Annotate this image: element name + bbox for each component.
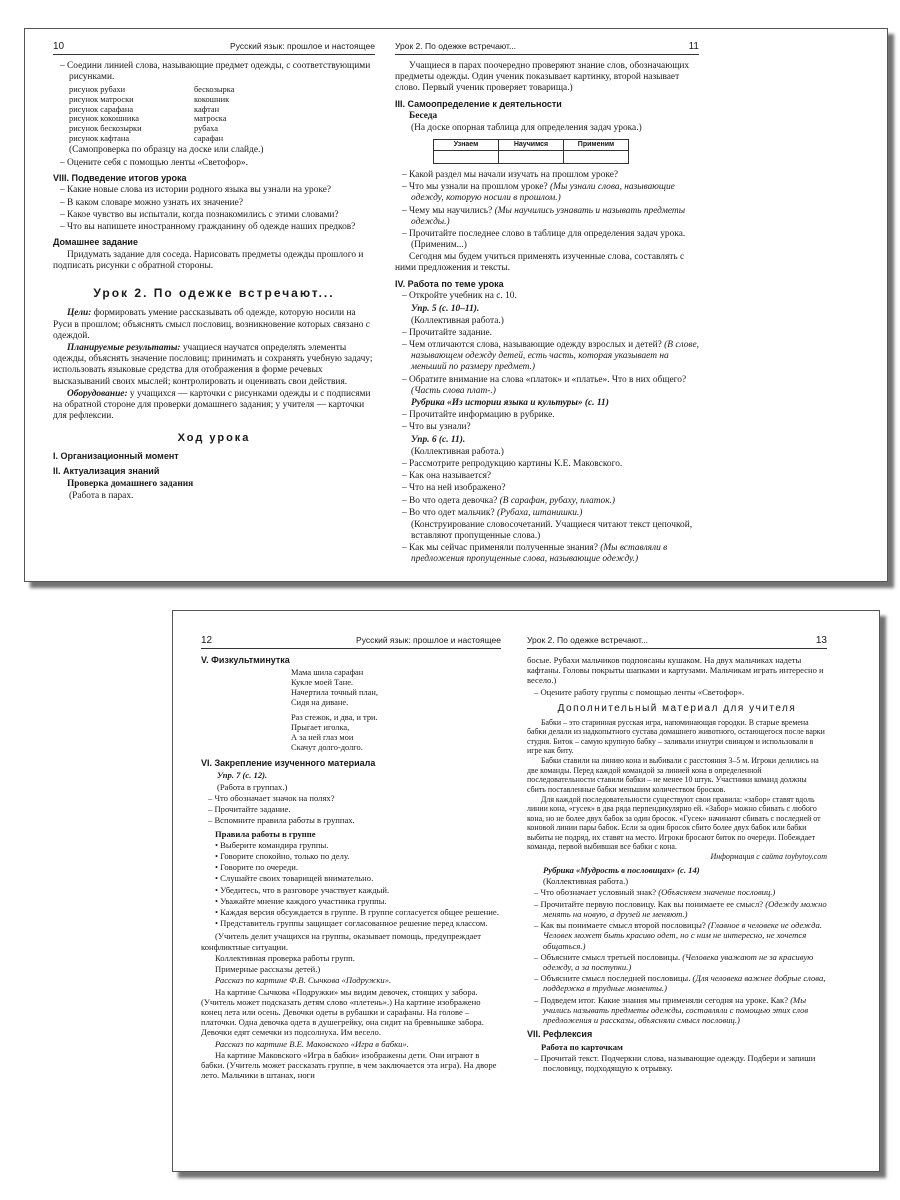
poem-line: Сидя на диване. bbox=[291, 698, 349, 708]
question: – Во что одет мальчик? (Рубаха, штанишки.) bbox=[402, 507, 583, 518]
evaluate-self: – Оцените себя с помощью ленты «Светофор». bbox=[60, 157, 248, 168]
question: – Как она называется? bbox=[402, 471, 492, 482]
equipment-text: у учащихся — карточки с рисунками одежды и с подписями на обратной стороне для проверки домашнего задания; у учителя — карточки для рефлексии. bbox=[53, 388, 371, 422]
extra-text: Для каждой последовательности существуют свои правила: «забор» ставят вдоль линии кона, «гусек» в два ряда перпендикулярно ей. «Забор» можно сбивать с любого кона, но не более двух бабок за один бросок. «Гусек» начинают сбивать с последней от коновой линии пары бабок. Если за один бросок сбито более двух бабок или бабки выбиты не подряд, их ставят на место. Игроки бросают биток по очереди. Побеждает команда, первой выбившая все бабки с кона. bbox=[527, 795, 821, 852]
construct-note: (Конструирование словосочетаний. Учащиеся читают текст цепочкой, вставляют пропущенные слова.) bbox=[411, 519, 693, 542]
rule-item: • Убедитесь, что в разговоре участвует каждый. bbox=[215, 884, 390, 895]
lesson-goals-table bbox=[433, 139, 629, 164]
running-head: Урок 2. По одежке встречают... bbox=[395, 41, 517, 51]
story-text: На картине Сычкова «Подружки» мы видим девочек, стоящих у забора. (Учитель может подсказать детям слово «плетень».) На картине изображено конец лета или осень. Девочки одеты в рубашки и сарафаны. На голове – платочки. Одна девочка одета в душегрейку, она сидит на бревнышке забора. Девочки едят семечки из подсолнуха. Им весело. bbox=[201, 986, 484, 1038]
instruction: – Вспомните правила работы в группах. bbox=[208, 815, 355, 826]
page-number: 12 bbox=[201, 635, 213, 646]
rubric-ref: Рубрика «Из истории языка и культуры» (с. 11) bbox=[411, 398, 609, 409]
match-right-item: кафтан bbox=[194, 104, 220, 114]
table-header: Узнаем bbox=[434, 139, 499, 150]
page-10 bbox=[53, 41, 375, 581]
exercise-ref: Упр. 5 (с. 10–11). bbox=[411, 303, 480, 314]
page-header bbox=[395, 41, 699, 55]
section-iv-title: IV. Работа по теме урока bbox=[395, 278, 504, 289]
question: – Чем отличаются слова, называющие одежду взрослых и детей? (В слове, называющем одежду детей, есть часть, которая указывает на меньший по размеру предмет.) bbox=[402, 340, 699, 373]
question: – Чему мы научились? (Мы научились узнавать и называть предметы одежды.) bbox=[402, 205, 686, 227]
final-task: – Прочитай текст. Подчеркни слова, называющие одежду. Подбери и запиши пословицу, подходящую к отрывку. bbox=[534, 1053, 816, 1074]
story-continued: босые. Рубахи мальчиков подпоясаны кушаком. На двух мальчиках надеты кафтаны. Головы покрыты шапками и картузами. Мальчикам играть интересно и весело.) bbox=[527, 655, 824, 686]
collective-work: (Коллективная работа.) bbox=[411, 315, 504, 326]
question: – Прочитайте последнее слово в таблице для определения задач урока. (Применим...) bbox=[402, 228, 686, 251]
today-text: Сегодня мы будем учиться применять изученные слова, составлять с ними предложения и тексты. bbox=[395, 252, 685, 274]
goals-label: Цели: bbox=[67, 308, 92, 319]
match-right-item: бескозырка bbox=[194, 85, 235, 95]
table-header: Научимся bbox=[499, 139, 564, 150]
pairs-continued: Учащиеся в парах поочередно проверяют знание слов, обозначающих предметы одежды. Один ученик показывает картинку, второй называет слово. Первый ученик проверяет товарища.) bbox=[395, 61, 690, 94]
poem-line: Раз стежок, и два, и три. bbox=[291, 712, 378, 722]
work-in-pairs: (Работа в парах. bbox=[69, 491, 134, 502]
question: – Как вы понимаете смысл второй пословицы? (Главное в человеке не одежда. Человек может быть красиво одет, но с ним не интересно, не хочется общаться.) bbox=[534, 920, 822, 951]
section-iii-title: III. Самоопределение к деятельности bbox=[395, 98, 562, 109]
page-header bbox=[527, 635, 827, 649]
running-head: Русский язык: прошлое и настоящее bbox=[356, 635, 501, 645]
poem-line: Кукле моей Тане. bbox=[291, 677, 354, 687]
instruction: – Прочитайте задание. bbox=[208, 804, 291, 815]
page-11 bbox=[395, 41, 699, 581]
results-text: учащиеся научатся определять элементы одежды, объяснять значение пословиц; принимать и сохранять учебную задачу; использовать языковые средства для отображения в форме речевых высказываний своих мыслей; контролировать и оценивать свои действия. bbox=[53, 343, 373, 387]
book-spread-pages-12-13 bbox=[172, 610, 880, 1172]
page-header bbox=[201, 635, 501, 649]
instruction: – Прочитайте информацию в рубрике. bbox=[402, 410, 555, 421]
collective-work: (Коллективная работа.) bbox=[411, 446, 504, 457]
question: – Что мы узнали на прошлом уроке? (Мы узнали слова, называющие одежду, которую носили в прошлом.) bbox=[402, 182, 675, 204]
section-vi-title: VI. Закрепление изученного материала bbox=[201, 757, 376, 768]
match-left-item: рисунок бескозырки bbox=[69, 124, 142, 133]
match-right-item: матроска bbox=[194, 114, 227, 124]
running-head: Урок 2. По одежке встречают... bbox=[527, 635, 649, 645]
summary-question: – Что вы напишете иностранному гражданину об одежде наших предков? bbox=[60, 221, 356, 232]
question: – Подведем итог. Какие знания мы применяли сегодня на уроке. Как? (Мы учились называть предметы одежды, составляли с помощью этих слов предложения и рассказы, объясняли смысл пословиц.) bbox=[534, 994, 809, 1026]
task-connect: – Соедини линией слова, называющие предмет одежды, с соответствующими рисунками. bbox=[60, 61, 371, 83]
extra-source: Информация с сайта toybytoy.com bbox=[710, 852, 827, 862]
goals-text: формировать умение рассказывать об одежде, которую носили на Руси в прошлом; объяснять смысл пословиц, возникновение которых связано с одеждой. bbox=[53, 308, 370, 341]
page-number: 13 bbox=[815, 635, 827, 646]
poem-line: Мама шила сарафан bbox=[291, 667, 364, 677]
question: – Во что одета девочка? (В сарафан, рубаху, платок.) bbox=[402, 495, 616, 506]
extra-material-title: Дополнительный материал для учителя bbox=[557, 702, 797, 714]
summary-question: – В каком словаре можно узнать их значение? bbox=[60, 197, 243, 208]
selfcheck-note: (Самопроверка по образцу на доске или слайде.) bbox=[69, 145, 264, 156]
table-header: Применим bbox=[564, 139, 629, 150]
question: – Какой раздел мы начали изучать на прошлом уроке? bbox=[402, 169, 619, 180]
rule-item: • Слушайте своих товарищей внимательно. bbox=[215, 873, 374, 884]
matching-exercise bbox=[53, 85, 375, 143]
question: – Объясните смысл последней пословицы. (Для человека важнее добрые слова, поддержка в трудные моменты.) bbox=[534, 973, 826, 994]
match-left-item: рисунок матроски bbox=[69, 95, 134, 105]
page-13 bbox=[527, 635, 827, 1171]
section-i-title: I. Организационный момент bbox=[53, 451, 179, 462]
section-ii-title: II. Актуализация знаний bbox=[53, 466, 160, 477]
extra-text: Бабки – это старинная русская игра, напоминающая городки. В старые времена бабки делали из надкопытного сустава домашнего животного, остающегося после варки студня. Биток – самую крупную бабку – заливали изнутри свинцом и использовали в игре как биту. bbox=[527, 717, 825, 755]
match-right-item: кокошник bbox=[194, 95, 230, 105]
poem bbox=[201, 668, 501, 754]
rule-item: • Выберите командира группы. bbox=[215, 839, 329, 850]
poem-line: Начертила точный план, bbox=[291, 688, 378, 698]
poem-line: А за ней глаз мои bbox=[291, 733, 354, 743]
check-homework-heading: Проверка домашнего задания bbox=[67, 478, 194, 489]
talk-heading: Беседа bbox=[409, 111, 438, 122]
poem-line: Прыгает иголка, bbox=[291, 722, 350, 732]
page-number: 10 bbox=[53, 41, 65, 52]
exercise-ref: Упр. 7 (с. 12). bbox=[217, 770, 268, 781]
rule-item: • Уважайте мнение каждого участника группы. bbox=[215, 895, 387, 906]
rubric-ref: Рубрика «Мудрость в пословицах» (с. 14) bbox=[543, 864, 700, 875]
board-note: (На доске опорная таблица для определения задач урока.) bbox=[411, 123, 642, 134]
rules-title: Правила работы в группе bbox=[215, 828, 316, 839]
section-vii-title: VII. Рефлексия bbox=[527, 1029, 593, 1040]
sample-stories: Примерные рассказы детей.) bbox=[215, 964, 321, 975]
match-left-item: рисунок рубахи bbox=[69, 85, 126, 95]
match-left-item: рисунок кокошника bbox=[69, 114, 140, 124]
page-12 bbox=[201, 635, 501, 1171]
instruction: – Откройте учебник на с. 10. bbox=[402, 291, 517, 302]
summary-question: – Какие новые слова из истории родного языка вы узнали на уроке? bbox=[60, 185, 332, 196]
results-label: Планируемые результаты: bbox=[67, 343, 181, 354]
question: – Прочитайте первую пословицу. Как вы понимаете ее смысл? (Одежду можно менять на новую, а друзей не меняют.) bbox=[534, 898, 827, 919]
page-header bbox=[53, 41, 375, 55]
story-title: Рассказ по картине В.Е. Маковского «Игра в бабки». bbox=[215, 1038, 409, 1049]
question: – Что вы узнали? bbox=[402, 422, 471, 433]
rule-item: • Каждая версия обсуждается в группе. В группе согласуется общее решение. bbox=[215, 907, 499, 918]
instruction: – Рассмотрите репродукцию картины К.Е. Маковского. bbox=[402, 458, 623, 469]
question: – Обратите внимание на слова «платок» и «платье». Что в них общего? (Часть слова плат-.) bbox=[402, 374, 687, 396]
collective-work: (Коллективная работа.) bbox=[543, 876, 629, 887]
running-head: Русский язык: прошлое и настоящее bbox=[230, 41, 375, 51]
lesson-title: Урок 2. По одежке встречают... bbox=[93, 286, 335, 301]
teacher-note: (Учитель делит учащихся на группы, оказывает помощь, предупреждает конфликтные ситуации. bbox=[201, 931, 481, 952]
section-viii-title: VIII. Подведение итогов урока bbox=[53, 172, 187, 183]
rule-item: • Представитель группы защищает согласованное решение перед классом. bbox=[215, 918, 488, 929]
lesson-goals bbox=[53, 308, 375, 342]
story-title: Рассказ по картине Ф.В. Сычкова «Подружки». bbox=[215, 975, 392, 986]
question: – Объясните смысл третьей пословицы. (Человека уважают не за красивую одежду, а за поступки.) bbox=[534, 951, 814, 972]
exercise-ref: Упр. 6 (с. 11). bbox=[411, 434, 466, 445]
question: – Что обозначает условный знак? (Объясняем значение пословиц.) bbox=[534, 887, 776, 898]
match-left-item: рисунок кафтана bbox=[69, 133, 130, 143]
planned-results bbox=[53, 343, 375, 388]
question: – Как мы сейчас применяли полученные знания? (Мы вставляли в предложения пропущенные слова, называющие одежду.) bbox=[402, 543, 668, 565]
homework-text: Придумать задание для соседа. Нарисовать предметы одежды прошлого и подписать рисунки с обратной стороны. bbox=[53, 249, 364, 272]
rule-item: • Говорите спокойно, только по делу. bbox=[215, 850, 350, 861]
extra-text: Бабки ставили на линию кона и выбивали с расстояния 3–5 м. Игроки делились на две команды. Перед каждой командой за линией кона в определенной последовательности ставили бабки – не менее 10 штук. Участники команд должны сбить поставленные бабки меньшим количеством бросков. bbox=[527, 756, 819, 794]
lesson-course-title: Ход урока bbox=[177, 432, 251, 445]
group-work: (Работа в группах.) bbox=[217, 781, 288, 792]
question: – Что обозначает значок на полях? bbox=[208, 792, 335, 803]
equipment bbox=[53, 389, 375, 423]
homework-title: Домашнее задание bbox=[53, 237, 138, 248]
match-right-item: сарафан bbox=[194, 133, 224, 143]
cards-heading: Работа по карточкам bbox=[541, 1041, 623, 1052]
match-left-item: рисунок сарафана bbox=[69, 104, 134, 114]
collective-check: Коллективная проверка работы групп. bbox=[215, 952, 355, 963]
story-text: На картине Маковского «Игра в бабки» изображены дети. Они играют в бабки. (Учитель может рассказать группе, в чем заключается эта игра). На дворе лето. Мальчики в штанах, ноги bbox=[201, 1049, 497, 1081]
match-right-item: рубаха bbox=[194, 124, 218, 133]
page-number: 11 bbox=[688, 41, 699, 52]
poem-line: Скачут долго-долго. bbox=[291, 743, 363, 753]
rule-item: • Говорите по очереди. bbox=[215, 862, 298, 873]
section-v-title: V. Физкультминутка bbox=[201, 655, 290, 665]
book-spread-pages-10-11 bbox=[24, 28, 888, 582]
equipment-label: Оборудование: bbox=[67, 388, 128, 399]
instruction: – Прочитайте задание. bbox=[402, 327, 492, 338]
question: – Что на ней изображено? bbox=[402, 483, 506, 494]
summary-question: – Какое чувство вы испытали, когда познакомились с этими словами? bbox=[60, 209, 339, 220]
evaluate-group: – Оцените работу группы с помощью ленты «Светофор». bbox=[534, 686, 745, 697]
